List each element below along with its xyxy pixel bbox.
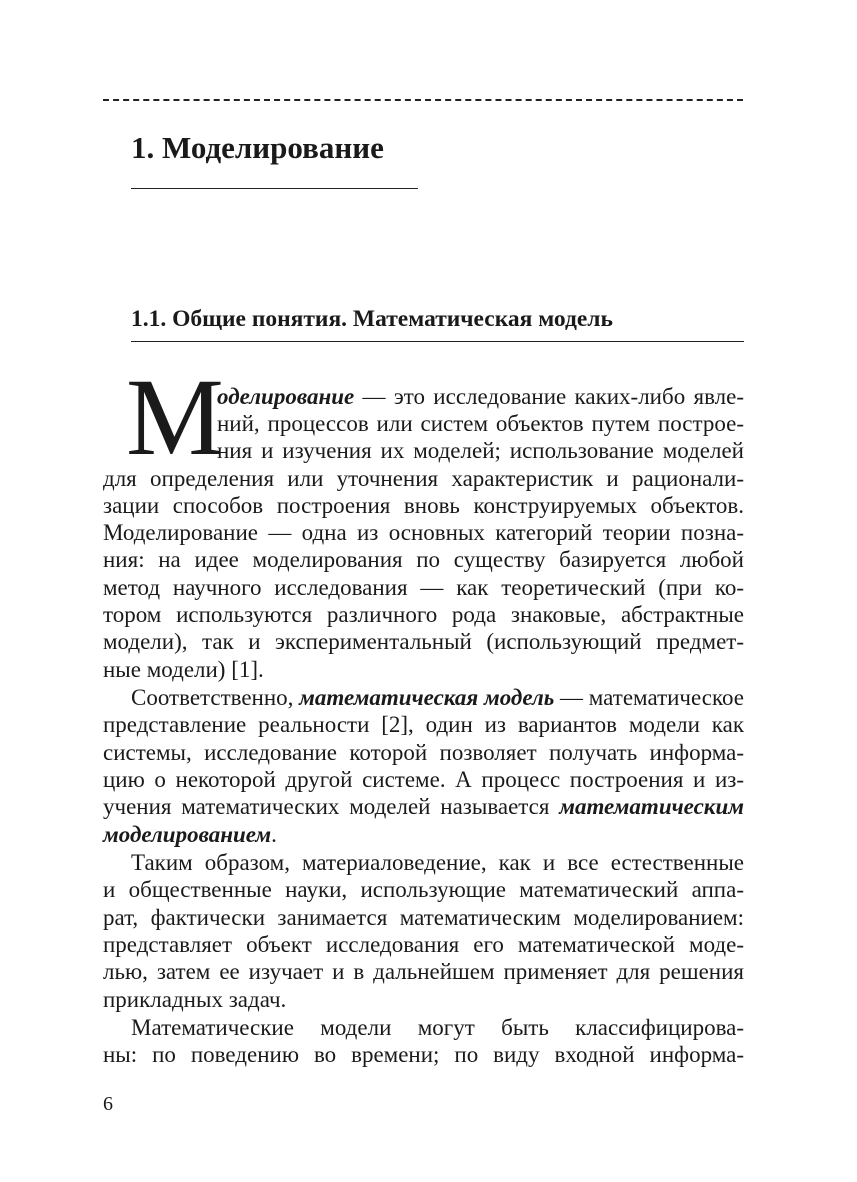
chapter-title-underline	[131, 188, 418, 189]
section-title-underline	[131, 341, 744, 342]
text-line: модели), так и экспериментальный (использующий предмет-	[103, 629, 744, 654]
text-line: ния: на идее моделирования по существу базируется любой	[103, 547, 744, 572]
text-line: системы, исследование которой позволяет получать информа-	[103, 740, 744, 765]
term-modelirovanie: оделирование	[217, 384, 355, 409]
text-line: Математические модели могут быть классифицирова-	[131, 1015, 744, 1040]
text-line: ний, процессов или систем объектов путем построе-	[217, 411, 744, 436]
text-line: и общественные науки, использующие математический аппа-	[103, 877, 744, 902]
text-line: лью, затем ее изучает и в дальнейшем применяет для решения	[103, 959, 744, 984]
text-line: оделирование — это исследование каких-либо явле-	[217, 384, 744, 409]
text-line: учения математических моделей называется математическим	[103, 794, 744, 819]
section-title: 1.1. Общие понятия. Математическая модель	[131, 306, 613, 332]
text-line: для определения или уточнения характеристик и рационали-	[103, 466, 744, 491]
text-line: представляет объект исследования его математической моде-	[103, 932, 744, 957]
term-mathematical-modeling: математическим	[559, 794, 744, 819]
text-line: ны: по поведению во времени; по виду входной информа-	[103, 1042, 744, 1067]
text-line: цию о некоторой другой системе. А процесс построения и из-	[103, 767, 744, 792]
chapter-title: 1. Моделирование	[131, 130, 384, 165]
text-line: рат, фактически занимается математическим моделированием:	[103, 905, 744, 930]
text-line: Таким образом, материаловедение, как и все естественные	[131, 850, 744, 875]
term-modeling: моделированием	[103, 822, 272, 847]
text-line: прикладных задач.	[103, 987, 287, 1012]
text-line: тором используются различного рода знаковые, абстрактные	[103, 602, 744, 627]
header-dashed-rule	[103, 99, 743, 101]
page-number: 6	[103, 1093, 113, 1115]
drop-cap: М	[126, 356, 224, 478]
text-line: ния и изучения их моделей; использование моделей	[217, 438, 744, 463]
text-line: Моделирование — одна из основных категорий теории позна-	[103, 520, 744, 545]
text-line: метод научного исследования — как теоретический (при ко-	[103, 575, 744, 600]
text-line: моделированием.	[103, 822, 277, 847]
text-line: ные модели) [1].	[103, 657, 264, 682]
term-mathematical-model: математическая модель	[299, 685, 555, 710]
text-line: зации способов построения вновь конструируемых объектов.	[103, 493, 744, 518]
text-line: Соответственно, математическая модель — математическое	[131, 685, 744, 710]
text-line: представление реальности [2], один из вариантов модели как	[103, 712, 744, 737]
